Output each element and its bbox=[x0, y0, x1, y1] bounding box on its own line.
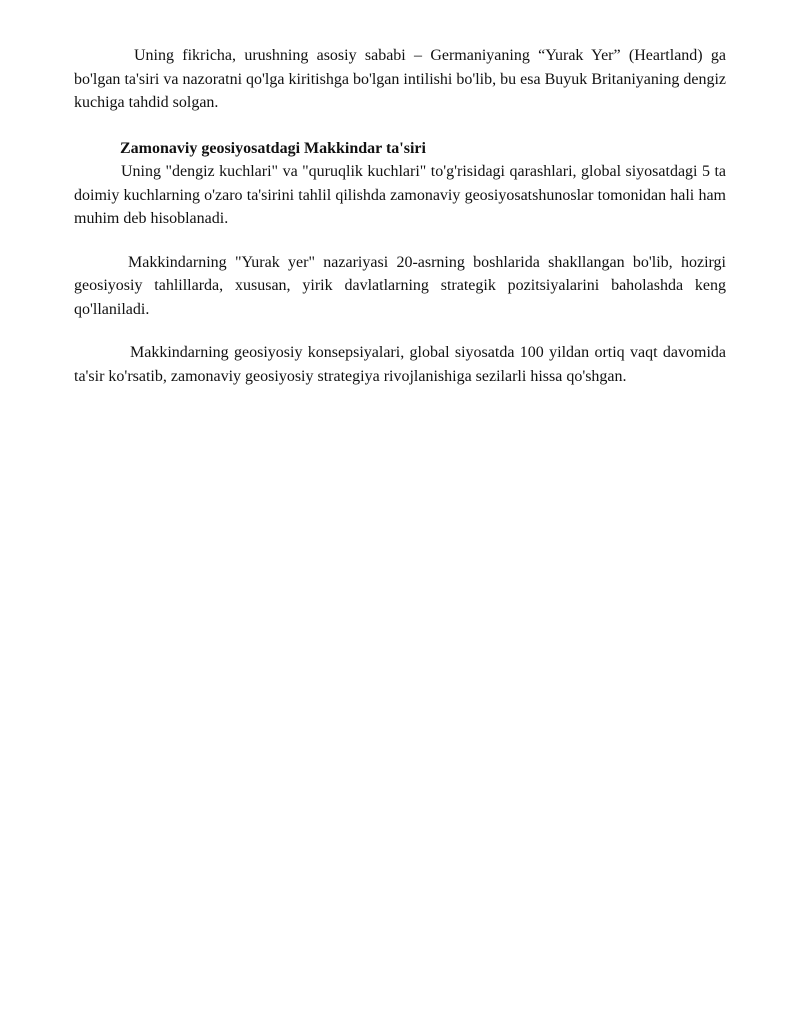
section-heading: Zamonaviy geosiyosatdagi Makkindar ta'siri bbox=[120, 139, 426, 157]
paragraph-sea-land-powers: Uning "dengiz kuchlari" va "quruqlik kuchlari" to'g'risidagi qarashlari, global siyosatdagi 5 ta doimiy kuchlarning o'zaro ta'sirini tahlil qilishda zamonaviy geosiyosatshunoslar tomonidan hali ham muhim deb hisoblanadi. bbox=[74, 163, 726, 227]
document-body bbox=[74, 44, 726, 388]
paragraph-influence: Makkindarning geosiyosiy konsepsiyalari, global siyosatda 100 yildan ortiq vaqt davomida ta'sir ko'rsatib, zamonaviy geosiyosiy strategiya rivojlanishiga sezilarli hissa qo'shgan. bbox=[74, 344, 726, 385]
paragraph-intro: Uning fikricha, urushning asosiy sababi – Germaniyaning “Yurak Yer” (Heartland) ga bo'lgan ta'siri va nazoratni qo'lga kiritishga bo'lgan intilishi bo'lib, bu esa Buyuk Britaniyaning dengiz kuchiga tahdid solgan. bbox=[74, 47, 726, 111]
paragraph-heartland-theory: Makkindarning "Yurak yer" nazariyasi 20-asrning boshlarida shakllangan bo'lib, hozirgi geosiyosiy tahlillarda, xususan, yirik davlatlarning strategik pozitsiyalarini baholashda keng qo'llaniladi. bbox=[74, 253, 726, 318]
